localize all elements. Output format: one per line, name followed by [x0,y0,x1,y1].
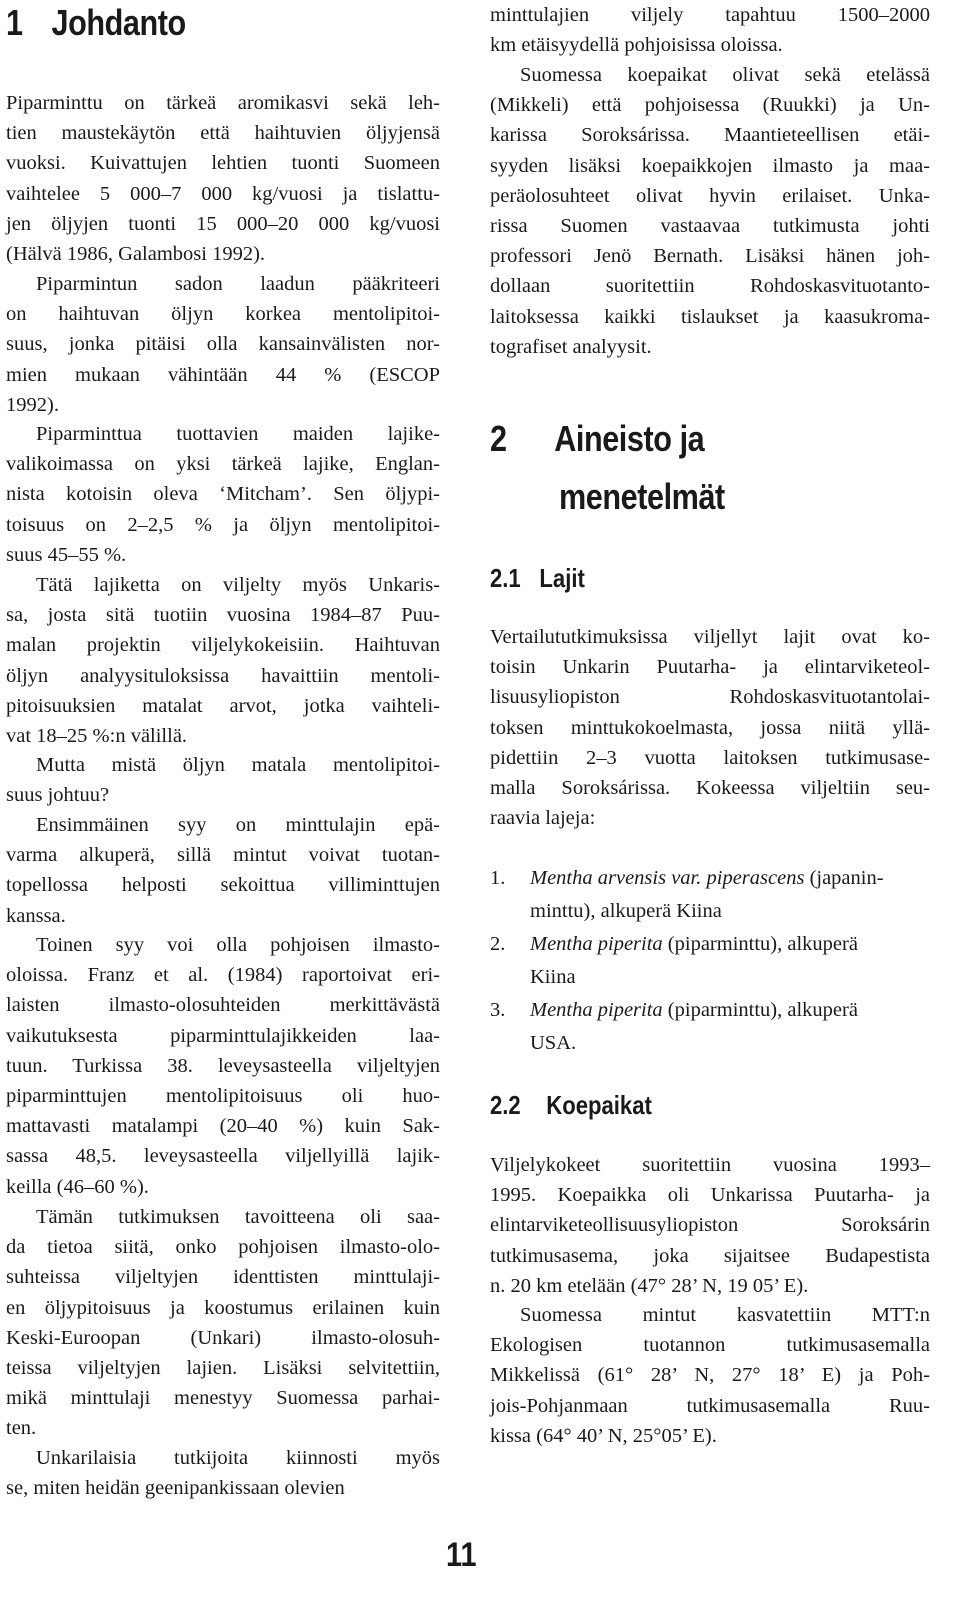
section-heading-1 [6,2,186,44]
text-line: toisuus on 2–2,5 % ja öljyn mentolipitoi- [6,513,440,536]
section-heading-2-line2 [559,476,725,518]
text-line: jen öljyjen tuonti 15 000–20 000 kg/vuosi [6,212,440,235]
heading-title: Johdanto [51,2,186,43]
text-line: suus johtuu? [6,784,110,807]
text-line: Tämän tutkimuksen tavoitteena oli saa- [36,1206,440,1228]
paragraph-first-reason [6,810,440,931]
text-line: teissa viljeltyjen lajien. Lisäksi selvitettiin, [6,1357,440,1380]
text-line: Suomessa mintut kasvatettiin MTT:n [520,1304,930,1326]
species-description: (japanin- [804,867,884,889]
species-name: Mentha piperita [530,999,663,1021]
list-line: minttu), alkuperä Kiina [530,900,722,922]
species-name: Mentha piperita [530,933,663,955]
heading-title-line2: menetelmät [559,476,725,517]
text-line: laisten ilmasto-olosuhteiden merkittävästä [6,994,440,1017]
text-line: jois-Pohjanmaan tutkimusasemalla Ruu- [490,1394,930,1417]
list-item [490,994,930,1060]
list-number: 2. [490,933,506,955]
text-line: valikoimassa on yksi tärkeä lajike, Englan- [6,453,440,476]
text-line: mattavasti matalampi (20–40 %) kuin Sak- [6,1115,440,1138]
text-line: da tietoa siitä, onko pohjoisen ilmasto-olo- [6,1236,440,1259]
text-line: raavia lajeja: [490,807,596,830]
page-number: 11 [446,1536,477,1574]
list-number: 1. [490,867,506,889]
section-heading-2 [490,418,704,460]
text-line: toisin Unkarin Puutarha- ja elintarviketeol- [490,656,930,679]
text-line: suus, jonka pitäisi olla kansainvälisten nor- [6,333,440,356]
text-line: karissa Soroksárissa. Maantieteellisen etäi- [490,124,930,147]
text-line: Ekologisen tuotannon tutkimusasemalla [490,1334,930,1357]
text-line: Mikkelissä (61° 28’ N, 27° 18’ E) ja Poh- [490,1364,930,1387]
text-line: vaikutuksesta piparminttulajikkeiden laa- [6,1024,440,1047]
text-line: nista kotoisin oleva ‘Mitcham’. Sen öljypi- [6,483,440,506]
heading-title-line1: Aineisto ja [554,418,705,459]
text-line: Keski-Euroopan (Unkari) ilmasto-olosuh- [6,1326,440,1349]
text-line: Piparminttu on tärkeä aromikasvi sekä leh- [6,92,440,114]
text-line: Viljelykokeet suoritettiin vuosina 1993– [490,1154,930,1176]
text-line: Tätä lajiketta on viljelty myös Unkaris- [36,574,440,596]
text-line: Vertailututkimuksissa viljellyt lajit ovat ko- [490,626,930,648]
paragraph-intro [6,88,440,269]
text-line: lisuusyliopiston Rohdoskasvituotantolai- [490,686,930,709]
paragraph-test-sites [490,60,930,362]
list-line: USA. [530,1032,577,1054]
paragraph-criterion [6,269,440,420]
text-line: toksen minttukokoelmasta, jossa niitä yllä- [490,716,930,739]
text-line: 1992). [6,393,59,416]
text-line: öljyn analyysituloksissa havaittiin mentoli- [6,664,440,687]
text-line: on haihtuvan öljyn korkea mentolipitoi- [6,303,440,326]
species-description: (piparminttu), alkuperä [662,933,858,955]
text-line: professori Jenö Bernath. Lisäksi hänen joh- [490,245,930,268]
text-line: 1995. Koepaikka oli Unkarissa Puutarha- ja [490,1184,930,1207]
text-line: kissa (64° 40’ N, 25°05’ E). [490,1424,717,1447]
species-description: (piparminttu), alkuperä [662,999,858,1021]
heading-title: Lajit [539,563,585,593]
text-line: km etäisyydellä pohjoisissa oloissa. [490,34,783,57]
subsection-heading-2-1 [490,563,585,594]
text-line: Piparminttua tuottavien maiden lajike- [36,423,440,445]
text-line: minttulajien viljely tapahtuu 1500–2000 [490,4,930,26]
list-number: 3. [490,999,506,1021]
list-line [530,994,930,1027]
text-line: malla Soroksárissa. Kokeessa viljeltiin seu- [490,777,930,800]
text-line: peräolosuhteet olivat hyvin erilaiset. Unka- [490,184,930,207]
paragraph-hungary [6,570,440,751]
text-line: elintarviketeollisuusyliopiston Soroksárin [490,1214,930,1237]
species-list [490,862,930,1060]
text-line: ten. [6,1417,37,1440]
text-line: n. 20 km etelään (47° 28’ N, 19 05’ E). [490,1274,809,1297]
paragraph-aim [6,1202,440,1444]
text-line: sa, josta sitä tuotiin vuosina 1984–87 Puu- [6,604,440,627]
text-line: malan projektin viljelykokeisiin. Haihtuvan [6,634,440,657]
paragraph-mitcham [6,419,440,570]
text-line: mien mukaan vähintään 44 % (ESCOP [6,363,440,386]
text-line: oloissa. Franz et al. (1984) raportoivat eri- [6,964,440,987]
text-line: vuoksi. Kuivattujen lehtien tuonti Suomeen [6,152,440,175]
text-line: Suomessa koepaikat olivat sekä etelässä [520,64,930,86]
paragraph-hungary-site [490,1150,930,1301]
text-line: (Hälvä 1986, Galambosi 1992). [6,243,266,266]
paragraph-finland-sites [490,1300,930,1451]
text-line: pitoisuuksien matalat arvot, jotka vaihteli- [6,694,440,717]
text-line: keilla (46–60 %). [6,1175,149,1198]
text-line: dollaan suoritettiin Rohdoskasvituotanto- [490,275,930,298]
text-line: en öljypitoisuus ja koostumus erilainen kuin [6,1296,440,1319]
list-line [530,862,930,895]
heading-number: 1 [6,2,23,43]
text-line: pidettiin 2–3 vuotta laitoksen tutkimusase- [490,746,930,769]
text-line: Mutta mistä öljyn matala mentolipitoi- [36,754,440,776]
heading-number: 2.1 [490,563,521,593]
text-line: suhteissa viljeltyjen identtisten minttulaji- [6,1266,440,1289]
text-line: kanssa. [6,904,66,927]
text-line: vaihtelee 5 000–7 000 kg/vuosi ja tislattu- [6,182,440,205]
paragraph-species [490,622,930,833]
text-line: topellossa helposti sekoittua villiminttujen [6,874,440,897]
text-line: piparminttujen mentolipitoisuus oli huo- [6,1085,440,1108]
text-line: tien maustekäytön että haihtuvien öljyjensä [6,122,440,145]
heading-title: Koepaikat [546,1090,652,1120]
text-line: tografiset analyysit. [490,335,652,358]
paragraph-second-reason [6,930,440,1202]
list-line [530,928,930,961]
text-line: syyden lisäksi koepaikkojen ilmasto ja maa- [490,154,930,177]
text-line: laitoksessa kaikki tislaukset ja kaasukroma- [490,305,930,328]
species-name: Mentha arvensis var. piperascens [530,867,805,889]
paragraph-researchers [6,1443,440,1503]
text-line: sassa 48,5. leveysasteella viljellyillä lajik- [6,1145,440,1168]
heading-number: 2 [490,418,507,459]
heading-number: 2.2 [490,1090,521,1120]
text-line: tutkimusasema, joka sijaitsee Budapestista [490,1244,930,1267]
text-line: suus 45–55 %. [6,543,127,566]
text-line: mikä minttulaji menestyy Suomessa parhai- [6,1387,440,1410]
text-line: rissa Suomen vastaavaa tutkimusta johti [490,215,930,238]
text-line: varma alkuperä, sillä mintut voivat tuotan- [6,844,440,867]
list-item [490,928,930,994]
text-line: Toinen syy voi olla pohjoisen ilmasto- [36,934,440,956]
text-line: se, miten heidän geenipankissaan olevien [6,1477,345,1500]
list-item [490,862,930,928]
text-line: Unkarilaisia tutkijoita kiinnosti myös [36,1447,440,1469]
paragraph-question [6,750,440,810]
text-line: (Mikkeli) että pohjoisessa (Ruukki) ja Un- [490,94,930,117]
text-line: tuun. Turkissa 38. leveysasteella viljeltyjen [6,1054,440,1077]
subsection-heading-2-2 [490,1090,652,1121]
paragraph-continued [490,0,930,60]
text-line: Piparmintun sadon laadun pääkriteeri [36,273,440,295]
text-line: vat 18–25 %:n välillä. [6,725,188,748]
list-line: Kiina [530,966,576,988]
text-line: Ensimmäinen syy on minttulajin epä- [36,814,440,836]
